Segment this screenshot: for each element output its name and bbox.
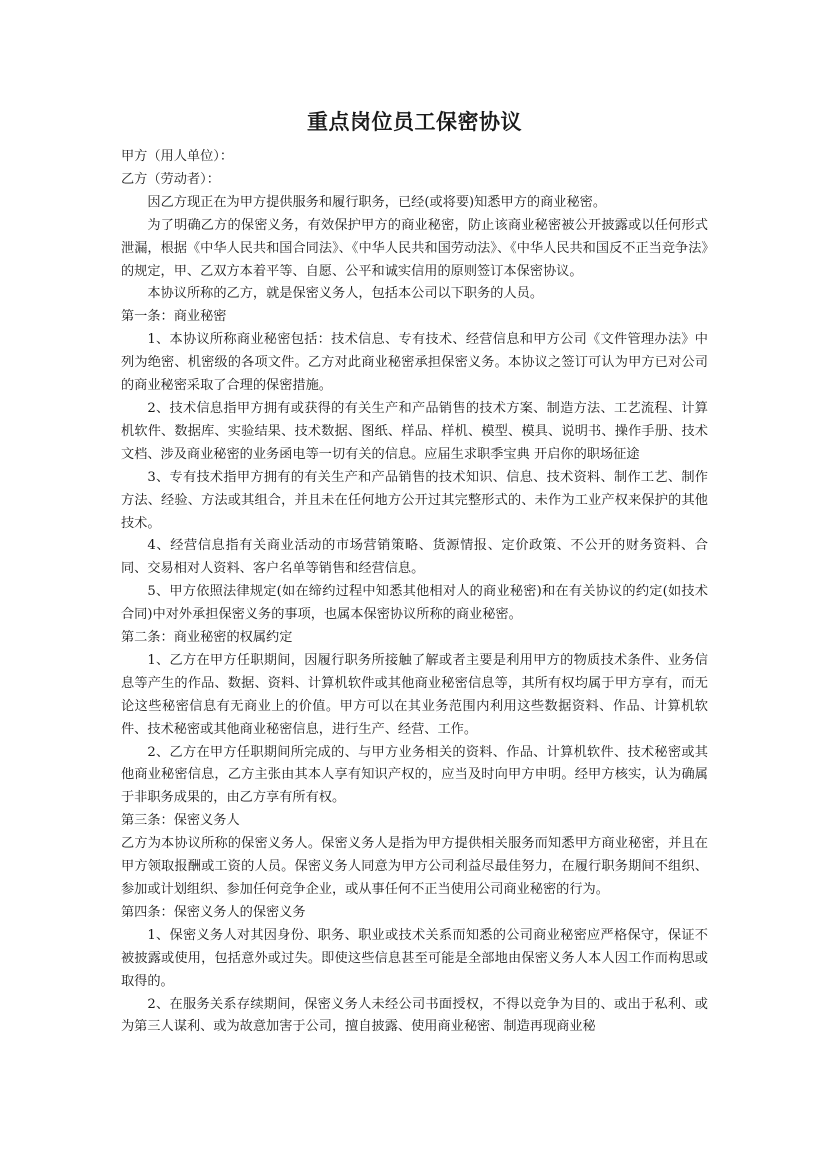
paragraph: 5、甲方依照法律规定(如在缔约过程中知悉其他相对人的商业秘密)和在有关协议的约定(如技术合同)中对外承担保密义务的事项，也属本保密协议所称的商业秘密。 [121, 584, 708, 623]
paragraph: 第二条：商业秘密的权属约定 [121, 630, 293, 646]
paragraph: 甲方（用人单位）： [121, 149, 234, 164]
paragraph: 乙方（劳动者）： [121, 171, 220, 187]
paragraph: 第一条：商业秘密 [121, 309, 227, 325]
paragraph: 1、乙方在甲方任职期间，因履行职务所接触了解或者主要是利用甲方的物质技术条件、业务信息等产生的作品、数据、资料、计算机软件或其他商业秘密信息等，其所有权均属于甲方享有，而无论这些秘密信息有无商业上的价值。甲方可以在其业务范围内利用这些数据资料、作品、计算机软件、技术秘密或其他商业秘密信息，进行生产、经营、工作。 [121, 652, 708, 737]
paragraph: 4、经营信息指有关商业活动的市场营销策略、货源情报、定价政策、不公开的财务资料、合同、交易相对人资料、客户名单等销售和经营信息。 [121, 538, 708, 577]
paragraph: 2、乙方在甲方任职期间所完成的、与甲方业务相关的资料、作品、计算机软件、技术秘密或其他商业秘密信息，乙方主张由其本人享有知识产权的，应当及时向甲方申明。经甲方核实，认为确属于非职务成果的，由乙方享有所有权。 [121, 744, 708, 806]
document-page [121, 104, 708, 1039]
paragraph: 3、专有技术指甲方拥有的有关生产和产品销售的技术知识、信息、技术资料、制作工艺、制作方法、经验、方法或其组合，并且未在任何地方公开过其完整形式的、未作为工业产权来保护的其他技术。 [121, 469, 708, 531]
paragraph: 为了明确乙方的保密义务，有效保护甲方的商业秘密，防止该商业秘密被公开披露或以任何形式泄漏，根据《中华人民共和国合同法》、《中华人民共和国劳动法》、《中华人民共和国反不正当竞争法》的规定，甲、乙双方本着平等、自愿、公平和诚实信用的原则签订本保密协议。 [121, 217, 708, 279]
paragraph: 第四条：保密义务人的保密义务 [121, 904, 306, 920]
paragraph: 2、技术信息指甲方拥有或获得的有关生产和产品销售的技术方案、制造方法、工艺流程、计算机软件、数据库、实验结果、技术数据、图纸、样品、样机、模型、模具、说明书、操作手册、技术文档、涉及商业秘密的业务函电等一切有关的信息。应届生求职季宝典 开启你的职场征途 [121, 400, 708, 462]
document-body [121, 146, 708, 1039]
paragraph: 1、本协议所称商业秘密包括：技术信息、专有技术、经营信息和甲方公司《文件管理办法》中列为绝密、机密级的各项文件。乙方对此商业秘密承担保密义务。本协议之签订可认为甲方已对公司的商业秘密采取了合理的保密措施。 [121, 332, 708, 394]
paragraph: 因乙方现正在为甲方提供服务和履行职务，已经(或将要)知悉甲方的商业秘密。 [147, 194, 607, 210]
document-title: 重点岗位员工保密协议 [307, 109, 522, 134]
paragraph: 乙方为本协议所称的保密义务人。保密义务人是指为甲方提供相关服务而知悉甲方商业秘密，并且在甲方领取报酬或工资的人员。保密义务人同意为甲方公司利益尽最佳努力，在履行职务期间不组织、参加或计划组织、参加任何竞争企业，或从事任何不正当使用公司商业秘密的行为。 [121, 836, 708, 897]
paragraph: 2、在服务关系存续期间，保密义务人未经公司书面授权，不得以竞争为目的、或出于私利、或为第三人谋利、或为故意加害于公司，擅自披露、使用商业秘密、制造再现商业秘 [121, 996, 708, 1035]
paragraph: 本协议所称的乙方，就是保密义务人，包括本公司以下职务的人员。 [147, 286, 544, 302]
paragraph: 第三条：保密义务人 [121, 813, 240, 829]
paragraph: 1、保密义务人对其因身份、职务、职业或技术关系而知悉的公司商业秘密应严格保守，保证不被披露或使用，包括意外或过失。即使这些信息甚至可能是全部地由保密义务人本人因工作而构思或取得的。 [121, 927, 708, 989]
